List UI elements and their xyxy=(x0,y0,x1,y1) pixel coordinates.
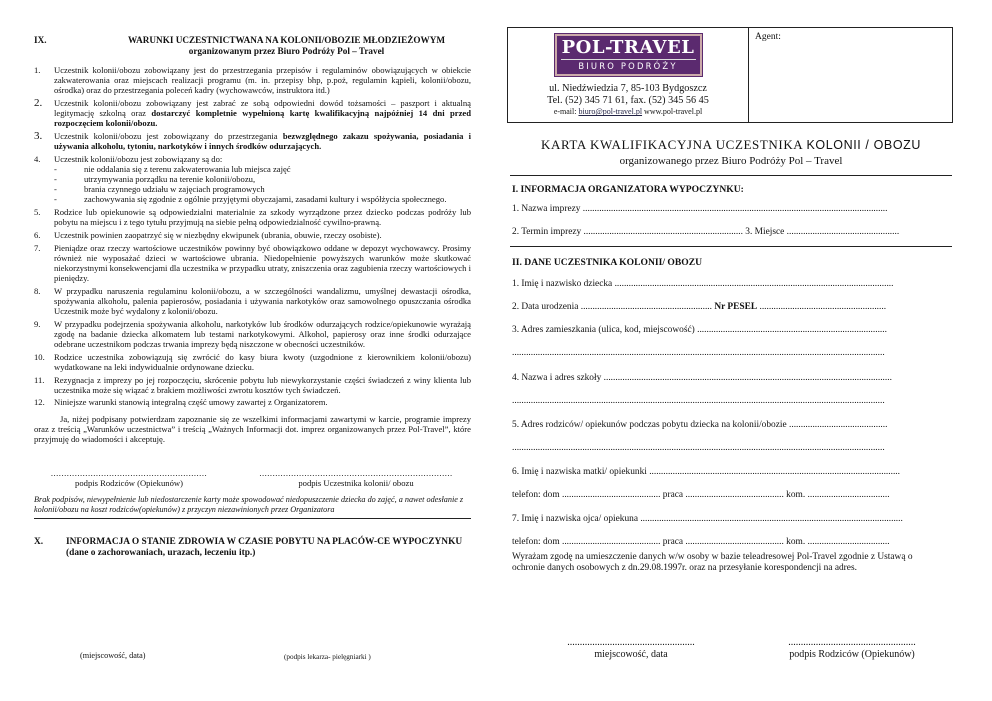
mother-phone-field[interactable]: telefon: dom .......................................... praca .......................................... kom. ................................... xyxy=(512,490,890,500)
condition-item: 8. W przypadku naruszenia regulaminu kolonii/obozu, a w szczególności wandalizmu, umyślnej dewastacji ośrodka, spożywania alkoholu, palenia papierosów, posiadania i używania narkotyków oraz samowolnego opuszczania ośrodka Uczestnik może być wydalony z kolonii/obozu. xyxy=(34,285,471,316)
organizer-address: ul. Niedźwiedzia 7, 85-103 Bydgoszcz Tel. (52) 345 71 61, fax. (52) 345 56 45 e-mail: biuro@pol-travel.pl www.pol-travel.pl xyxy=(547,83,709,117)
school-line2[interactable]: ............................................................................................................................................................... xyxy=(512,396,885,406)
conditions-list xyxy=(34,65,471,408)
bullet-item: - zachowywania się zgodnie z ogólnie przyjętymi obyczajami, zasadami kultury i współżycia społecznego. xyxy=(54,194,447,205)
bullet-item: - utrzymywania porządku na terenie kolonii/obozu, xyxy=(54,173,256,184)
bullet-item: - brania czynnego udziału w zajęciach programowych xyxy=(54,184,265,195)
condition-item: 2. Uczestnik kolonii/obozu zobowiązany jest zabrać ze sobą odpowiedni dowód tożsamości – paszport i aktualną legitymację szkolną oraz dostarczyć kompletnie wypełnioną kartę kwalifikacyjną najpóźniej 14 dni przed rozpoczęciem kolonii/obozu. xyxy=(34,96,472,129)
condition-item: 7. Pieniądze oraz rzeczy wartościowe uczestników powinny być obowiązkowo oddane w depozyt wychowawcy. Prosimy również nie wyposażać dzieci w wartościowe ubrania. Niedopełnienie powyższych warunków może skutkować niekorzystnymi konsekwencjami dla uczestnika w przypadku utraty, zniszczenia oraz zagubienia rzeczy wartościowych i pieniędzy. xyxy=(34,242,471,283)
child-name-field[interactable]: 1. Imię i nazwisko dziecka ....................................................................................................................... xyxy=(512,279,894,289)
section-9-subtitle: organizowanym przez Biuro Podróży Pol – Travel xyxy=(188,45,385,56)
parents-address-line2[interactable]: ............................................................................................................................................................... xyxy=(512,443,885,453)
section-9-title: WARUNKI UCZESTNICTWANA NA KOLONII/OBOZIE MŁODZIEŻOWYM xyxy=(127,35,446,45)
missing-signature-note: Brak podpisów, niewypełnienie lub niedostarczenie karty może spowodować niedopuszczenie dziecka do zajęć, a nawet odesłanie z kolonii/obozu na koszt rodziców(opiekunów) z przyczyn niezawinionych przez Organizatora xyxy=(34,495,464,514)
home-address-field[interactable]: 3. Adres zamieszkania (ulica, kod, miejscowość) ................................................................................. xyxy=(512,325,887,335)
school-field[interactable]: 4. Nazwa i adres szkoły ........................................................................................................................... xyxy=(512,373,892,383)
card-title: KARTA KWALIFIKACYJNA UCZESTNIKA KOLONII / OBOZU xyxy=(540,137,922,152)
card-place-date[interactable]: ................................................... miejscowość, data xyxy=(567,637,695,660)
mother-name-field[interactable]: 6. Imię i nazwiska matki/ opiekunki ........................................................................................................... xyxy=(512,467,900,477)
event-date-place-field[interactable]: 2. Termin imprezy .................................................................... 3. Miejsce ................................................ xyxy=(512,227,900,237)
condition-item: 1. Uczestnik kolonii/obozu zobowiązany jest do przestrzegania przepisów i regulaminów obowiązujących w obiekcie zakwaterowania oraz miejscach realizacji programu (m. in. przepisy bhp, p.poż, regulamin kąpieli, kolonii/obozu, ośrodka) oraz do przestrzegania poleceń kadry (wychowawców, instruktora itd.) xyxy=(34,64,471,95)
condition-item: 3. Uczestnik kolonii/obozu jest zobowiązany do przestrzegania bezwzględnego zakazu spożywania, posiadania i używania alkoholu, tytoniu, narkotyków i innych środków odurzających. xyxy=(34,129,472,151)
data-consent-text: Wyrażam zgodę na umieszczenie danych w/w osoby w bazie teleadresowej Pol-Travel zgodnie z Ustawą o ochronie danych osobowych z dn.29.08.1997r. oraz na przesyłanie korespondencji na adres. xyxy=(512,552,913,574)
parents-signature[interactable]: ........................................................... podpis Rodziców (Opiekunów) xyxy=(50,468,208,489)
home-address-line2[interactable]: ............................................................................................................................................................... xyxy=(512,348,885,358)
divider xyxy=(510,175,952,176)
section-1-title: I. INFORMACJA ORGANIZATORA WYPOCZYNKU: xyxy=(512,184,744,195)
condition-item: 10. Rodzice uczestnika zobowiązują się zwrócić do kasy biura kwoty (uzgodnione z kierownikiem kolonii/obozu) wydatkowane na leki indywidualnie ordynowane dziecku. xyxy=(34,351,471,372)
qualification-card xyxy=(510,137,952,168)
condition-item: 11. Rezygnacja z imprezy po jej rozpoczęciu, skrócenie pobytu lub niewykorzystanie części świadczeń z winy klienta lub uczestnika może się wiązać z brakiem możliwości zwrotu kosztów tych świadczeń. xyxy=(34,374,471,395)
doctor-signature-label: (podpis lekarza- pielęgniarki ) xyxy=(284,653,371,661)
divider xyxy=(510,246,952,247)
father-phone-field[interactable]: telefon: dom .......................................... praca .......................................... kom. ................................... xyxy=(512,537,890,547)
pol-travel-logo: POL-TRAVEL BIURO PODRÓŻY xyxy=(555,34,702,76)
card-parents-signature[interactable]: ................................................... podpis Rodziców (Opiekunów) xyxy=(788,637,916,660)
parents-address-field[interactable]: 5. Adres rodziców/ opiekunów podczas pobytu dziecka na kolonii/obozie .......................................... xyxy=(512,420,888,430)
conditions-column xyxy=(34,35,471,559)
condition-item: 6. Uczestnik powinien zaopatrzyć się w niezbędny ekwipunek (ubrania, obuwie, rzeczy osobiste). xyxy=(34,229,382,240)
card-subtitle: organizowanego przez Biuro Podróży Pol – Travel xyxy=(619,154,843,167)
event-name-field[interactable]: 1. Nazwa imprezy .................................................................................................................................. xyxy=(512,204,888,214)
organizer-info xyxy=(508,28,748,122)
agent-field[interactable]: Agent: xyxy=(748,28,952,122)
bullet-item: - nie oddalania się z terenu zakwaterowania lub miejsca zajęć xyxy=(54,163,291,174)
section-9-heading xyxy=(34,35,471,57)
condition-item: 4. Uczestnik kolonii/obozu jest zobowiązany są do: - nie oddalania się z terenu zakwaterowania lub miejsca zajęć - utrzymywania porządku na terenie kolonii/obozu, - brania czynnego udziału w zajęciach programowych - zachowywania się zgodnie z ogólnie przyjętymi obyczajami, zasadami kultury i współżycia społecznego. xyxy=(34,154,471,205)
health-place-date-label: (miejscowość, data) xyxy=(80,651,146,660)
acceptance-statement: Ja, niżej podpisany potwierdzam zapoznanie się ze wszelkimi informacjami zawartymi w karcie, programie imprezy oraz z treścią „Warunków uczestnictwa” i treścią „Ważnych Informacji dot. imprez organizowanych przez Pol-Travel”, które przyjmuję do wiadomości i akceptuję. xyxy=(34,413,471,444)
divider xyxy=(34,518,471,519)
section-10-heading: X. INFORMACJA O STANIE ZDROWIA W CZASIE POBYTU NA PLACÓW-CE WYPOCZYNKU (dane o zachorowaniach, urazach, leczeniu itp.) xyxy=(34,536,463,558)
signature-row xyxy=(34,468,471,488)
section-2-title: II. DANE UCZESTNIKA KOLONII/ OBOZU xyxy=(512,257,703,268)
father-name-field[interactable]: 7. Imię i nazwiska ojca/ opiekuna ................................................................................................................ xyxy=(512,514,903,524)
organizer-header xyxy=(507,27,953,123)
section-9-number: IX. xyxy=(34,35,47,45)
email-link[interactable]: biuro@pol-travel.pl xyxy=(578,107,643,117)
condition-item: 9. W przypadku podejrzenia spożywania alkoholu, narkotyków lub środków odurzających rodzice/opiekunowie wyrażają zgodę na badanie dziecka alkomatem lub testami narkotykowymi. Alkohol, papierosy oraz inne środki odurzające odebrane uczestnikom podczas trwania imprezy będą niszczone w obecności uczestników. xyxy=(34,318,471,349)
condition-item: 5. Rodzice lub opiekunowie są odpowiedzialni materialnie za szkody wyrządzone przez dziecko podczas podróży lub pobytu na miejscu i z tego tytułu przyjmują na siebie pełną odpowiedzialność cywilno-prawną. xyxy=(34,206,471,228)
birth-pesel-field[interactable]: 2. Data urodzenia ........................................................ Nr PESEL ...................................................... xyxy=(512,302,887,312)
participant-signature[interactable]: ......................................................................... podpis Uczestnika kolonii/ obozu xyxy=(259,468,453,489)
condition-item: 12. Niniejsze warunki stanowią integralną część umowy zawartej z Organizatorem. xyxy=(34,397,328,408)
